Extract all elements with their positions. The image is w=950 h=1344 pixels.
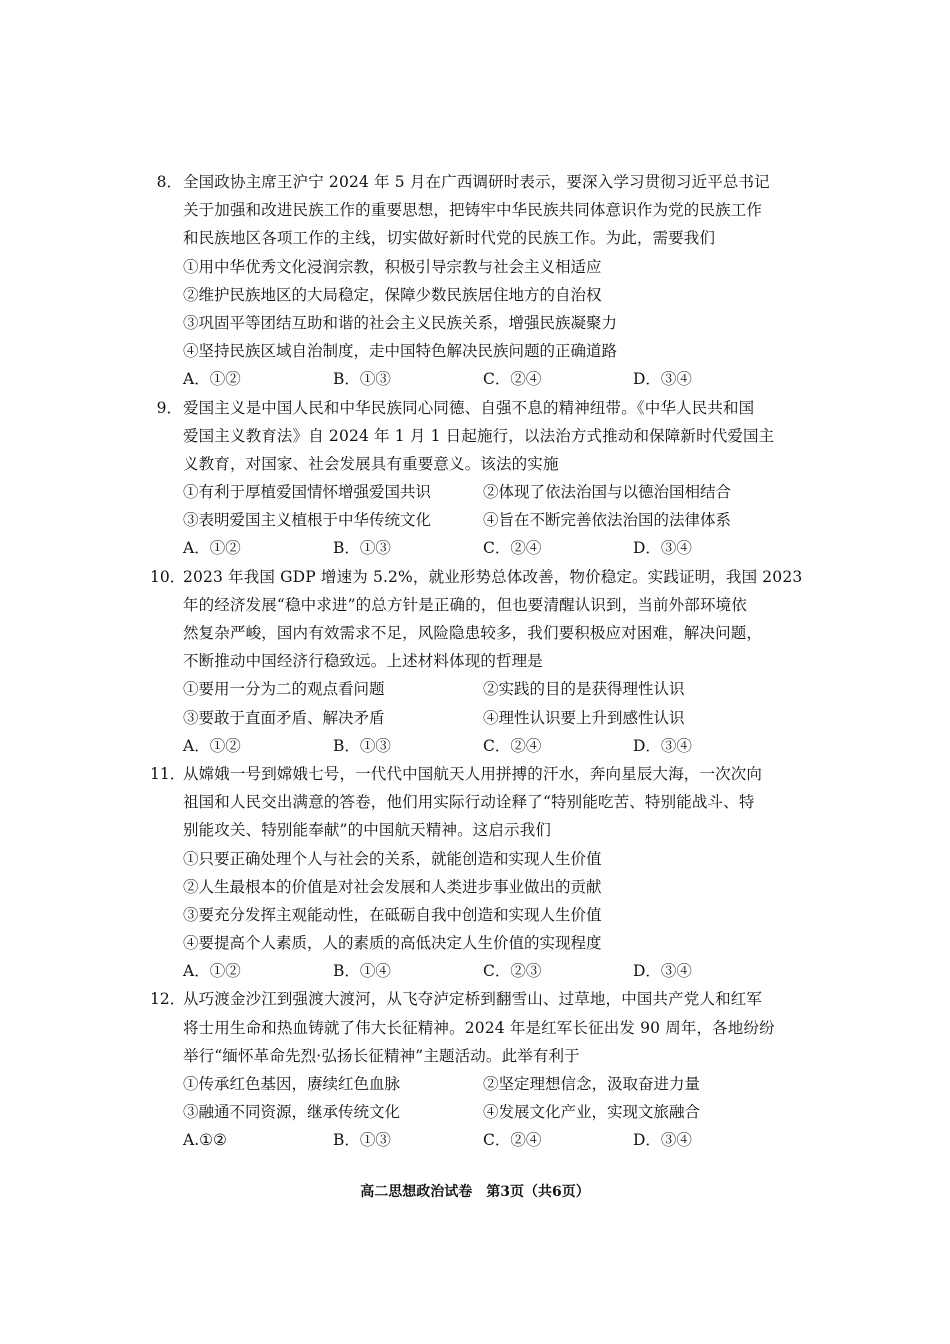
question-10 <box>150 563 810 760</box>
question-number: 8． <box>156 173 182 191</box>
statement: ①要用一分为二的观点看问题 <box>183 680 385 699</box>
option-b: B．①④ <box>333 962 391 981</box>
stem-line: 全国政协主席王沪宁 2024 年 5 月在广西调研时表示，要深入学习贯彻习近平总书记 <box>183 173 770 191</box>
statement: ④要提高个人素质，人的素质的高低决定人生价值的实现程度 <box>183 934 602 953</box>
question-12 <box>150 985 810 1154</box>
statement-row <box>183 1070 810 1098</box>
question-9 <box>150 394 810 563</box>
statement: ④坚持民族区域自治制度，走中国特色解决民族问题的正确道路 <box>183 342 618 361</box>
statement: ③要充分发挥主观能动性，在砥砺自我中创造和实现人生价值 <box>183 905 602 924</box>
statement: ②维护民族地区的大局稳定，保障少数民族居住地方的自治权 <box>183 285 602 304</box>
stem-line: 和民族地区各项工作的主线，切实做好新时代党的民族工作。为此，需要我们 <box>183 229 716 248</box>
statement: ②人生最根本的价值是对社会发展和人类进步事业做出的贡献 <box>183 877 602 896</box>
statement: ③融通不同资源，继承传统文化 <box>183 1103 401 1122</box>
stem-line: 2023 年我国 GDP 增速为 5.2%，就业形势总体改善，物价稳定。实践证明，我国 2023 <box>183 567 803 586</box>
answer-options <box>183 534 810 562</box>
answer-options <box>183 1126 810 1154</box>
question-number: 9． <box>156 398 182 417</box>
statement: ②坚定理想信念，汲取奋进力量 <box>483 1075 701 1093</box>
option-b: B．①③ <box>333 1131 391 1150</box>
option-c: C．②④ <box>483 370 542 389</box>
statement: ③要敢于直面矛盾、解决矛盾 <box>183 708 385 727</box>
question-number: 11． <box>150 764 186 783</box>
stem-line: 关于加强和改进民族工作的重要思想，把铸牢中华民族共同体意识作为党的民族工作 <box>183 201 763 220</box>
option-b: B．①③ <box>333 370 391 389</box>
option-c: C．②③ <box>483 962 542 981</box>
option-d: D．③④ <box>633 539 692 558</box>
statement-row <box>183 704 810 732</box>
statement: ④发展文化产业，实现文旅融合 <box>483 1103 701 1122</box>
stem-line: 然复杂严峻，国内有效需求不足，风险隐患较多，我们要积极应对困难，解决问题， <box>183 624 763 642</box>
stem-line: 爱国主义教育法》自 2024 年 1 月 1 日起施行，以法治方式推动和保障新时代爱国主 <box>183 426 775 445</box>
stem-line: 祖国和人民交出满意的答卷，他们用实际行动诠释了“特别能吃苦、特别能战斗、特 <box>183 793 755 812</box>
statement: ③表明爱国主义植根于中华传统文化 <box>183 511 432 530</box>
option-c: C．②④ <box>483 539 542 558</box>
option-b: B．①③ <box>333 736 391 755</box>
statement: ①只要正确处理个人与社会的关系，就能创造和实现人生价值 <box>183 849 602 868</box>
option-a: A．①② <box>183 539 241 558</box>
option-a: A.①② <box>183 1131 227 1150</box>
statement: ③巩固平等团结互助和谐的社会主义民族关系，增强民族凝聚力 <box>183 313 618 332</box>
stem-line: 从巧渡金沙江到强渡大渡河，从飞夺泸定桥到翻雪山、过草地，中国共产党人和红军 <box>183 990 763 1009</box>
statement: ④理性认识要上升到感性认识 <box>483 708 685 727</box>
option-a: A．①② <box>183 962 241 981</box>
stem-line: 年的经济发展“稳中求进”的总方针是正确的，但也要清醒认识到，当前外部环境依 <box>183 595 747 614</box>
stem-line: 将士用生命和热血铸就了伟大长征精神。2024 年是红军长征出发 90 周年，各地纷纷 <box>183 1018 775 1037</box>
stem-line: 别能攻关、特别能奉献”的中国航天精神。这启示我们 <box>183 821 552 840</box>
option-d: D．③④ <box>633 1131 692 1150</box>
option-d: D．③④ <box>633 962 692 981</box>
statement-row <box>183 478 810 506</box>
statement: ①有利于厚植爱国情怀增强爱国共识 <box>183 483 432 502</box>
answer-options <box>183 957 810 985</box>
stem-line: 义教育，对国家、社会发展具有重要意义。该法的实施 <box>183 454 559 473</box>
statement: ①用中华优秀文化浸润宗教，积极引导宗教与社会主义相适应 <box>183 257 602 276</box>
statement-row <box>183 506 810 534</box>
option-d: D．③④ <box>633 370 692 389</box>
option-b: B．①③ <box>333 539 391 558</box>
statement: ④旨在不断完善依法治国的法律体系 <box>483 511 732 530</box>
option-d: D．③④ <box>633 736 692 755</box>
answer-options <box>183 365 810 393</box>
page-footer: 高二思想政治试卷 第3页（共6页） <box>360 1184 590 1200</box>
option-a: A．①② <box>183 736 241 755</box>
stem-line: 爱国主义是中国人民和中华民族同心同德、自强不息的精神纽带。《中华人民共和国 <box>183 398 755 417</box>
option-c: C．②④ <box>483 736 542 755</box>
stem-line: 不断推动中国经济行稳致远。上述材料体现的哲理是 <box>183 652 543 671</box>
question-11 <box>150 760 810 986</box>
question-number: 12． <box>150 990 186 1009</box>
question-8 <box>150 168 810 394</box>
statement-row <box>183 1098 810 1126</box>
question-list <box>150 168 810 1155</box>
statement: ①传承红色基因，赓续红色血脉 <box>183 1075 401 1093</box>
statement: ②实践的目的是获得理性认识 <box>483 680 685 699</box>
option-a: A．①② <box>183 370 241 389</box>
answer-options <box>183 732 810 760</box>
question-number: 10． <box>150 567 186 586</box>
option-c: C．②④ <box>483 1131 542 1150</box>
stem-line: 从嫦娥一号到嫦娥七号，一代代中国航天人用拼搏的汗水，奔向星辰大海，一次次向 <box>183 764 763 783</box>
statement: ②体现了依法治国与以德治国相结合 <box>483 483 732 502</box>
stem-line: 举行“缅怀革命先烈·弘扬长征精神”主题活动。此举有利于 <box>183 1046 580 1065</box>
statement-row <box>183 675 810 703</box>
